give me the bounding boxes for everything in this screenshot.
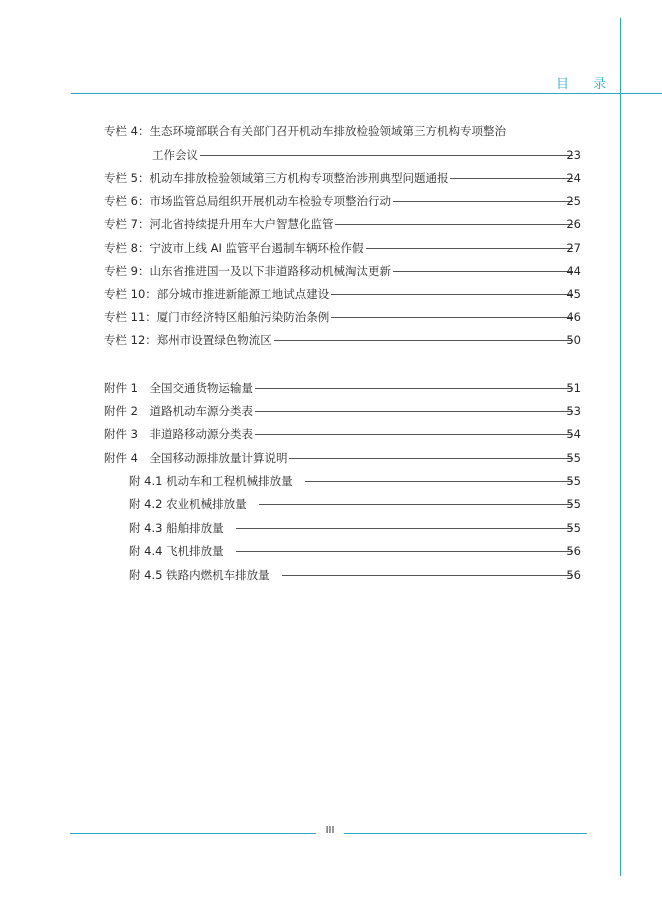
leader-line — [366, 248, 573, 249]
toc-entry-label: 专栏 7：河北省持续提升用车大户智慧化监管 — [104, 217, 334, 231]
right-margin-rule — [620, 18, 621, 876]
leader-line — [393, 201, 573, 202]
leader-line — [274, 340, 573, 341]
toc-page-number: 55 — [566, 451, 581, 465]
toc-page-number: 53 — [566, 404, 581, 418]
toc-page-number: 25 — [566, 194, 581, 208]
toc-entry-label: 专栏 6：市场监管总局组织开展机动车检验专项整治行动 — [104, 194, 391, 208]
toc-entry-label: 专栏 4：生态环境部联合有关部门召开机动车排放检验领域第三方机构专项整治 — [104, 124, 506, 138]
leader-line — [289, 458, 573, 459]
toc-page-number: 24 — [566, 171, 581, 185]
leader-line — [305, 481, 573, 482]
leader-line — [331, 294, 573, 295]
toc-page-number: 45 — [566, 287, 581, 301]
leader-line — [255, 388, 573, 389]
leader-line — [200, 155, 573, 156]
leader-line — [255, 411, 573, 412]
toc-entry-label: 附 4.2 农业机械排放量 — [129, 497, 247, 511]
page-title: 目 录 — [556, 77, 617, 92]
footer-rule-left — [70, 833, 316, 834]
page-number: III — [325, 825, 335, 836]
toc-page-number: 44 — [566, 264, 581, 278]
leader-line — [393, 271, 573, 272]
leader-line — [335, 224, 573, 225]
toc-entry-continuation: 工作会议 — [152, 148, 198, 162]
header-rule — [71, 93, 662, 94]
toc-entry[interactable] — [104, 448, 581, 468]
toc-entry-label: 附件 2 道路机动车源分类表 — [104, 404, 253, 418]
toc-entry[interactable] — [104, 284, 581, 304]
toc-page-number: 54 — [566, 427, 581, 441]
toc-entry-label: 专栏 5：机动车排放检验领域第三方机构专项整治涉刑典型问题通报 — [104, 171, 449, 185]
toc-page-number: 23 — [566, 148, 581, 162]
toc-entry-label: 附件 1 全国交通货物运输量 — [104, 381, 253, 395]
toc-entry-label: 附件 4 全国移动源排放量计算说明 — [104, 451, 288, 465]
toc-entry[interactable] — [129, 518, 581, 538]
toc-entry-label: 附 4.3 船舶排放量 — [129, 521, 224, 535]
leader-line — [236, 551, 573, 552]
leader-line — [450, 178, 573, 179]
toc-entry[interactable] — [104, 378, 581, 398]
toc-entry[interactable] — [104, 261, 581, 281]
toc-page-number: 56 — [566, 544, 581, 558]
toc-entry[interactable] — [104, 330, 581, 350]
toc-entry[interactable] — [104, 168, 581, 188]
toc-entry-label: 专栏 8：宁波市上线 AI 监管平台遏制车辆环检作假 — [104, 241, 364, 255]
toc-page-number: 27 — [566, 241, 581, 255]
toc-entry[interactable] — [104, 401, 581, 421]
toc-page-number: 26 — [566, 217, 581, 231]
toc-entry-label: 附件 3 非道路移动源分类表 — [104, 427, 253, 441]
toc-page-number: 50 — [566, 333, 581, 347]
toc-entry[interactable] — [129, 541, 581, 561]
toc-entry-label: 专栏 9：山东省推进国一及以下非道路移动机械淘汰更新 — [104, 264, 391, 278]
toc-entry[interactable] — [152, 145, 581, 165]
toc-page-number: 55 — [566, 521, 581, 535]
toc-entry[interactable] — [104, 238, 581, 258]
toc-page-number: 56 — [566, 568, 581, 582]
leader-line — [282, 575, 573, 576]
toc-entry[interactable] — [104, 191, 581, 211]
toc-entry-label: 专栏 10：部分城市推进新能源工地试点建设 — [104, 287, 330, 301]
toc-entry-label: 专栏 11：厦门市经济特区船舶污染防治条例 — [104, 310, 330, 324]
toc-page-number: 46 — [566, 310, 581, 324]
toc-entry[interactable] — [104, 307, 581, 327]
leader-line — [255, 434, 573, 435]
leader-line — [236, 528, 573, 529]
leader-line — [259, 504, 573, 505]
toc-entry[interactable] — [104, 214, 581, 234]
toc-entry[interactable] — [129, 565, 581, 585]
toc-entry[interactable] — [104, 424, 581, 444]
toc-entry-label: 附 4.4 飞机排放量 — [129, 544, 224, 558]
toc-page-number: 55 — [566, 497, 581, 511]
footer-rule-right — [344, 833, 587, 834]
toc-entry-label: 附 4.5 铁路内燃机车排放量 — [129, 568, 270, 582]
leader-line — [331, 317, 573, 318]
toc-entry[interactable] — [129, 494, 581, 514]
toc-entry[interactable] — [129, 471, 581, 491]
toc-entry-label: 专栏 12：郑州市设置绿色物流区 — [104, 333, 272, 347]
toc-page-number: 55 — [566, 474, 581, 488]
toc-page-number: 51 — [566, 381, 581, 395]
toc-entry-label: 附 4.1 机动车和工程机械排放量 — [129, 474, 293, 488]
